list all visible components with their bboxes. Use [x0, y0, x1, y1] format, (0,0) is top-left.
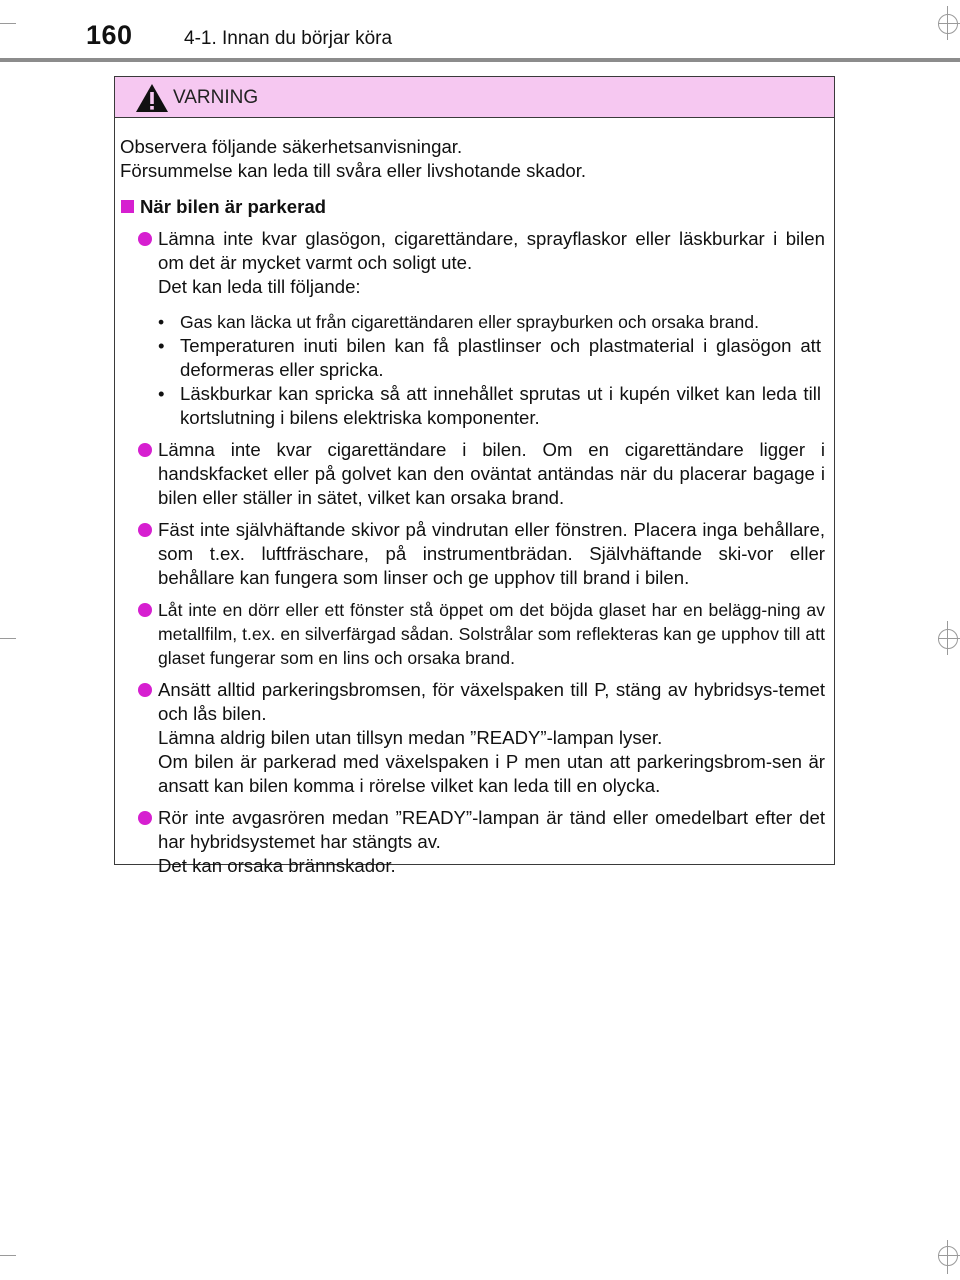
sub-bullet-mark: • [158, 335, 165, 356]
sub-bullet-mark: • [158, 312, 165, 332]
bullet-text: Det kan leda till följande: [158, 276, 361, 297]
bullet-item [120, 806, 825, 878]
crop-mark [0, 638, 16, 639]
bullet-item [120, 598, 825, 670]
round-bullet-icon [138, 523, 152, 537]
bullet-text: Lämna inte kvar cigarettändare i bilen. Om en cigarettändare ligger i handskfacket eller på golvet kan den oväntat antändas när du placerar bagage i bilen eller ställer in sätet, vilket kan orsaka brand. [158, 439, 825, 508]
round-bullet-icon [138, 603, 152, 617]
bullet-item [120, 438, 825, 510]
bullet-item [120, 518, 825, 590]
warning-title: VARNING [173, 87, 259, 108]
bullet-text: Lämna inte kvar glasögon, cigarettändare, sprayflaskor eller läskburkar i bilen om det är mycket varmt och soligt ute. [158, 228, 825, 273]
sub-list-item: • Temperaturen inuti bilen kan få plastlinser och plastmaterial i glasögon att deformeras eller spricka. [158, 335, 821, 380]
crop-mark [0, 1255, 16, 1256]
bullet-text: Lämna aldrig bilen utan tillsyn medan ”READY”-lampan lyser. [158, 727, 663, 748]
sub-list [158, 310, 825, 430]
section-title: 4-1. Innan du börjar köra [184, 28, 393, 49]
subheading-text: När bilen är parkerad [140, 196, 327, 217]
bullet-text: Ansätt alltid parkeringsbromsen, för växelspaken till P, stäng av hybridsys-temet och lås bilen. [158, 679, 825, 724]
registration-mark [938, 1246, 958, 1266]
warning-body [115, 118, 834, 878]
round-bullet-icon [138, 232, 152, 246]
registration-mark [938, 14, 958, 34]
sub-list-item: • Gas kan läcka ut från cigarettändaren eller sprayburken och orsaka brand. [158, 312, 759, 332]
crop-mark [0, 23, 16, 24]
sub-bullet-mark: • [158, 383, 165, 404]
round-bullet-icon [138, 811, 152, 825]
page-header [0, 0, 960, 62]
bullet-text: Låt inte en dörr eller ett fönster stå öppet om det böjda glaset har en belägg-ning av metallfilm, t.ex. en silverfärgad sådan. Solstrålar som reflekteras kan ge upphov till att glaset fungerar som en lins och orsaka brand. [158, 600, 825, 668]
sub-list-item: • Läskburkar kan spricka så att innehållet sprutas ut i kupén vilket kan leda till kortslutning i bilens elektriska komponenter. [158, 383, 821, 428]
bullet-text: Rör inte avgasrören medan ”READY”-lampan är tänd eller omedelbart efter det har hybridsystemet har stängts av. [158, 807, 825, 852]
round-bullet-icon [138, 683, 152, 697]
bullet-text: Fäst inte självhäftande skivor på vindrutan eller fönstren. Placera inga behållare, som t.ex. luftfräschare, på instrumentbrädan. Självhäftande ski-vor eller behållare kan fungera som linser och ge upphov till brand i bilen. [158, 519, 825, 588]
bullet-text: Det kan orsaka brännskador. [158, 855, 396, 876]
registration-mark [938, 629, 958, 649]
warning-box [114, 76, 835, 876]
round-bullet-icon [138, 443, 152, 457]
page-number: 160 [86, 20, 133, 50]
header-rule [0, 58, 960, 62]
warning-header [115, 77, 834, 118]
bullet-text: Om bilen är parkerad med växelspaken i P men utan att parkeringsbrom-sen är ansatt kan bilen komma i rörelse vilket kan leda till en olycka. [158, 751, 825, 796]
bullet-item [120, 678, 825, 798]
intro-line: Försummelse kan leda till svåra eller livshotande skador. [120, 160, 587, 181]
warning-triangle-icon [135, 83, 169, 113]
intro-line: Observera följande säkerhetsanvisningar. [120, 136, 463, 157]
bullet-item [120, 227, 825, 430]
subheading [120, 195, 825, 219]
square-bullet-icon [121, 200, 134, 213]
warning-intro [120, 135, 825, 183]
